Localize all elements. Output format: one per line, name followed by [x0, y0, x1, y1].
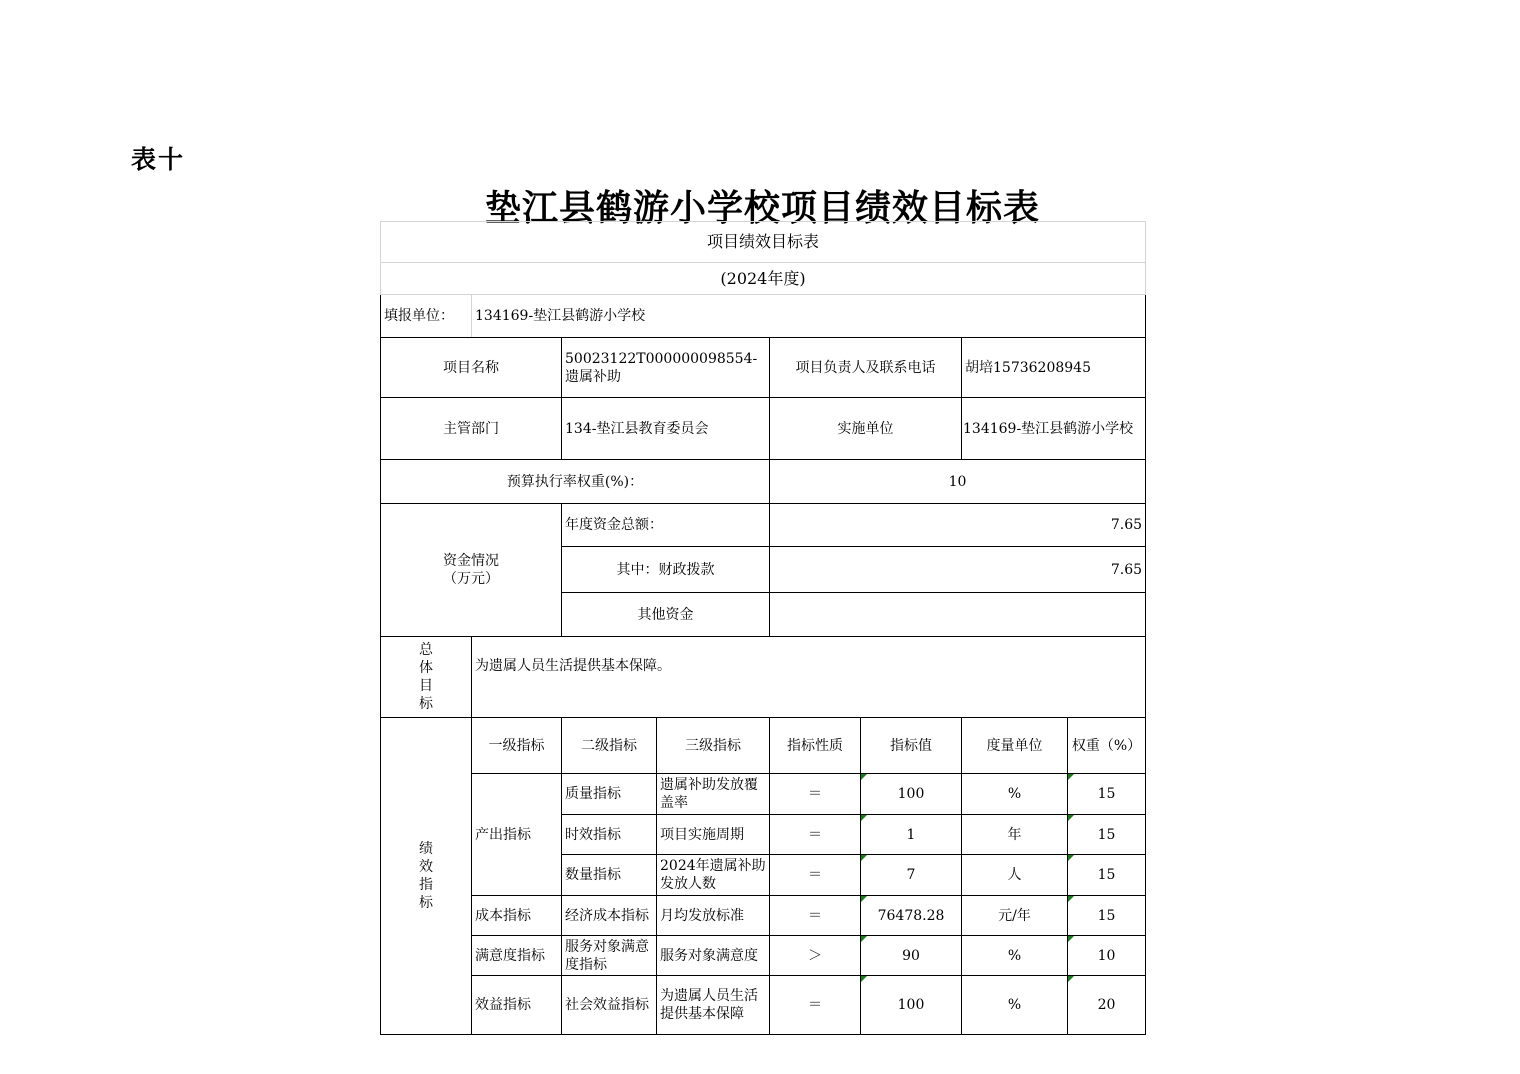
header-level1: 一级指标 — [472, 718, 562, 774]
supervising-dept-label: 主管部门 — [381, 398, 562, 460]
table-row — [381, 896, 1146, 936]
nature-cell: ＝ — [770, 976, 861, 1035]
unit-cell: 元/年 — [962, 896, 1068, 936]
nature-cell: ＝ — [770, 774, 861, 815]
level2-cell: 经济成本指标 — [562, 896, 657, 936]
nature-cell: ＝ — [770, 855, 861, 896]
annual-total-funds-label: 年度资金总额： — [562, 504, 770, 547]
weight-cell: 10 — [1068, 936, 1146, 976]
other-funds-label: 其他资金 — [562, 593, 770, 637]
annual-total-funds-value: 7.65 — [770, 504, 1146, 547]
header-nature: 指标性质 — [770, 718, 861, 774]
level2-cell: 时效指标 — [562, 815, 657, 855]
budget-execution-weight-value: 10 — [770, 460, 1146, 504]
level3-cell: 为遗属人员生活提供基本保障 — [657, 976, 770, 1035]
header-level3: 三级指标 — [657, 718, 770, 774]
header-weight: 权重（%） — [1068, 718, 1146, 774]
overall-goal-value: 为遗属人员生活提供基本保障。 — [472, 637, 1146, 718]
weight-cell: 15 — [1068, 896, 1146, 936]
target-value-cell: 100 — [861, 774, 962, 815]
project-name-label: 项目名称 — [381, 338, 562, 398]
level2-cell: 数量指标 — [562, 855, 657, 896]
other-funds-value — [770, 593, 1146, 637]
target-value-cell: 100 — [861, 976, 962, 1035]
supervising-dept-value: 134-垫江县教育委员会 — [562, 398, 770, 460]
level2-cell: 服务对象满意度指标 — [562, 936, 657, 976]
weight-cell: 15 — [1068, 815, 1146, 855]
nature-cell: ＞ — [770, 936, 861, 976]
unit-cell: 人 — [962, 855, 1068, 896]
header-level2: 二级指标 — [562, 718, 657, 774]
level2-cell: 社会效益指标 — [562, 976, 657, 1035]
level1-cell: 效益指标 — [472, 976, 562, 1035]
table-number-label: 表十 — [131, 145, 186, 174]
weight-cell: 15 — [1068, 855, 1146, 896]
fiscal-appropriation-label: 其中：财政拨款 — [562, 547, 770, 593]
table-row — [381, 936, 1146, 976]
fiscal-appropriation-value: 7.65 — [770, 547, 1146, 593]
header-unit: 度量单位 — [962, 718, 1068, 774]
project-name-value: 50023122T000000098554-遗属补助 — [562, 338, 770, 398]
weight-cell: 15 — [1068, 774, 1146, 815]
level3-cell: 服务对象满意度 — [657, 936, 770, 976]
level1-cell: 产出指标 — [472, 774, 562, 896]
nature-cell: ＝ — [770, 896, 861, 936]
target-value-cell: 7 — [861, 855, 962, 896]
header-target-value: 指标值 — [861, 718, 962, 774]
unit-cell: % — [962, 774, 1068, 815]
table-row — [381, 976, 1146, 1035]
budget-execution-weight-label: 预算执行率权重(%)： — [381, 460, 770, 504]
level3-cell: 2024年遗属补助发放人数 — [657, 855, 770, 896]
performance-indicators-label: 绩效指标 — [381, 718, 472, 1035]
fiscal-year: (2024年度) — [381, 263, 1146, 295]
unit-cell: % — [962, 936, 1068, 976]
reporting-unit-label: 填报单位： — [381, 295, 472, 338]
level3-cell: 月均发放标准 — [657, 896, 770, 936]
target-value-cell: 1 — [861, 815, 962, 855]
unit-cell: 年 — [962, 815, 1068, 855]
table-row — [381, 774, 1146, 815]
overall-goal-label: 总体目标 — [381, 637, 472, 718]
implementing-unit-label: 实施单位 — [770, 398, 962, 460]
implementing-unit-value: 134169-垫江县鹤游小学校 — [962, 398, 1146, 460]
funds-label: 资金情况 （万元） — [381, 504, 562, 637]
level2-cell: 质量指标 — [562, 774, 657, 815]
weight-cell: 20 — [1068, 976, 1146, 1035]
page-title: 垫江县鹤游小学校项目绩效目标表 — [484, 187, 1040, 229]
project-leader-value: 胡培15736208945 — [962, 338, 1146, 398]
unit-cell: % — [962, 976, 1068, 1035]
performance-target-table — [380, 221, 1146, 1035]
project-leader-label: 项目负责人及联系电话 — [770, 338, 962, 398]
reporting-unit-value: 134169-垫江县鹤游小学校 — [472, 295, 1146, 338]
level3-cell: 遗属补助发放覆盖率 — [657, 774, 770, 815]
table-subtitle: 项目绩效目标表 — [381, 222, 1146, 263]
level1-cell: 满意度指标 — [472, 936, 562, 976]
level3-cell: 项目实施周期 — [657, 815, 770, 855]
target-value-cell: 90 — [861, 936, 962, 976]
target-value-cell: 76478.28 — [861, 896, 962, 936]
nature-cell: ＝ — [770, 815, 861, 855]
level1-cell: 成本指标 — [472, 896, 562, 936]
